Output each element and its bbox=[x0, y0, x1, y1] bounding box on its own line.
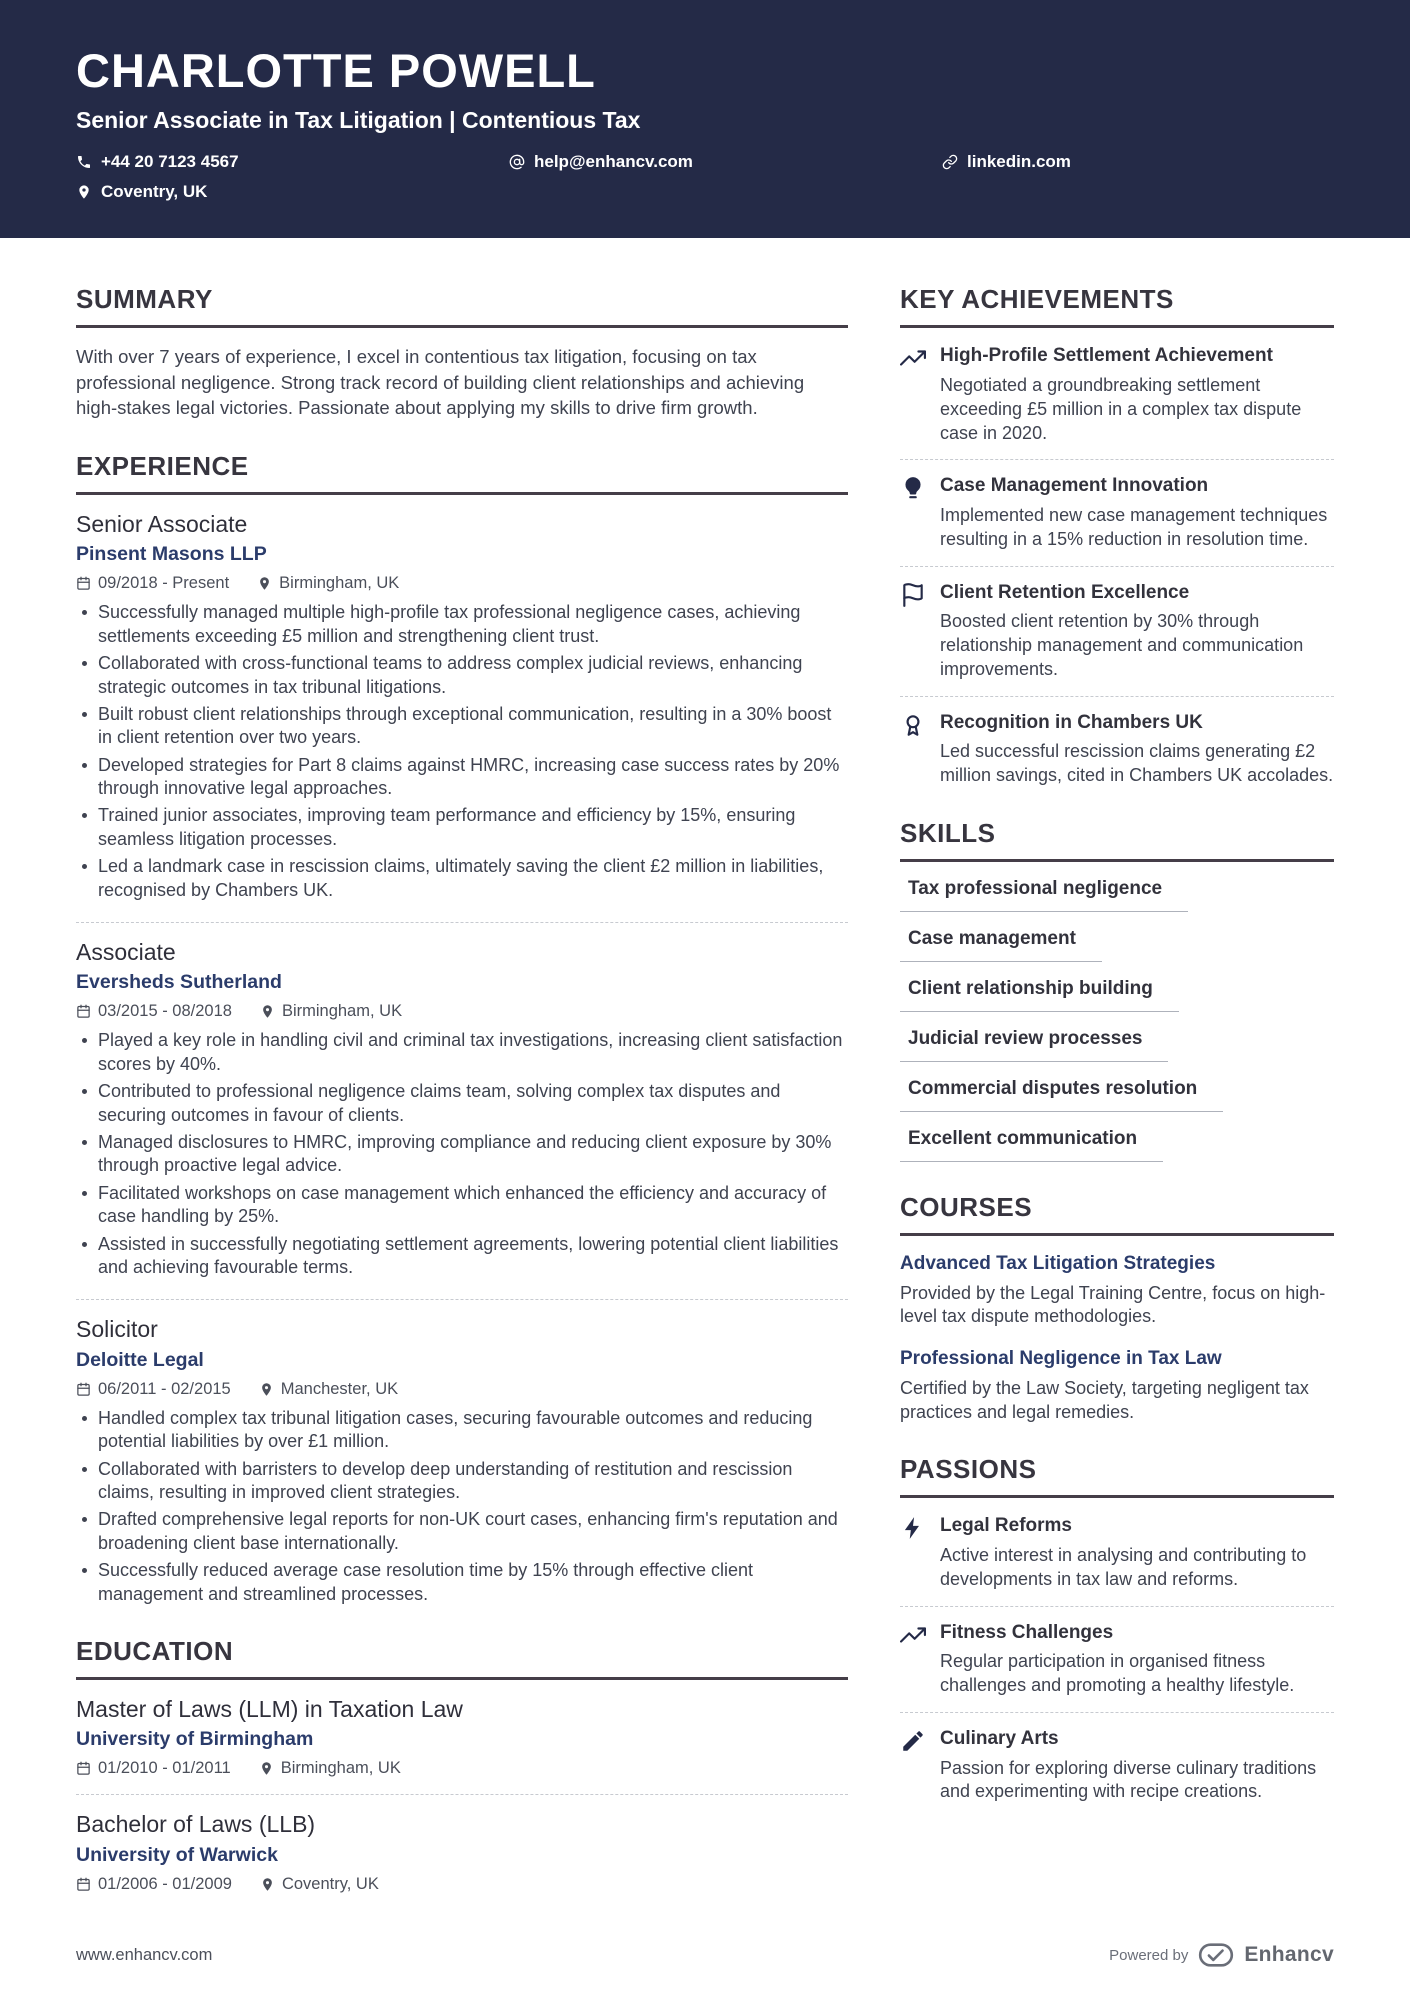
passion-title: Legal Reforms bbox=[940, 1515, 1072, 1537]
achievement-text: Negotiated a groundbreaking settlement exceeding £5 million in a complex tax dispute case in 2020. bbox=[940, 375, 1302, 443]
powered-by bbox=[1109, 1943, 1334, 1967]
course-list bbox=[900, 1252, 1334, 1425]
enhancv-website-link[interactable]: www.enhancv.com bbox=[76, 1945, 213, 1964]
job-meta bbox=[76, 574, 848, 593]
company-name: Deloitte Legal bbox=[76, 1348, 204, 1371]
job-bullet: Facilitated workshops on case management which enhanced the efficiency and accuracy of case handling by 25%. bbox=[76, 1182, 848, 1229]
experience-section bbox=[76, 451, 848, 1606]
achievement-content bbox=[940, 344, 1334, 445]
passion-text: Active interest in analysing and contributing to developments in tax law and reforms. bbox=[940, 1545, 1307, 1589]
location-contact bbox=[76, 182, 509, 202]
skill-item: Tax professional negligence bbox=[900, 878, 1188, 912]
degree-dates bbox=[76, 1759, 231, 1778]
job-bullet: Successfully managed multiple high-profile tax professional negligence cases, achieving settlements exceeding £5 million and strengthening client trust. bbox=[76, 601, 848, 648]
degree-meta bbox=[76, 1759, 848, 1778]
right-column bbox=[900, 284, 1334, 1923]
calendar-icon bbox=[76, 1382, 91, 1397]
school-name: University of Warwick bbox=[76, 1843, 278, 1866]
achievement-list bbox=[900, 344, 1334, 788]
flag-icon bbox=[900, 582, 926, 608]
achievement-title: Case Management Innovation bbox=[940, 475, 1209, 497]
phone-contact[interactable] bbox=[76, 152, 509, 172]
location-icon bbox=[259, 1382, 274, 1397]
passion-title: Culinary Arts bbox=[940, 1727, 1059, 1749]
courses-heading: COURSES bbox=[900, 1192, 1334, 1236]
achievement-title: Recognition in Chambers UK bbox=[940, 711, 1203, 733]
passion-list bbox=[900, 1514, 1334, 1804]
location-text: Coventry, UK bbox=[101, 182, 208, 202]
passion-item bbox=[900, 1727, 1334, 1804]
skill-list bbox=[900, 878, 1334, 1162]
skills-heading: SKILLS bbox=[900, 818, 1334, 862]
degree-title: Bachelor of Laws (LLB) bbox=[76, 1811, 316, 1838]
degree-meta bbox=[76, 1875, 848, 1894]
job-location bbox=[259, 1380, 398, 1399]
trending-up-icon bbox=[900, 345, 926, 371]
location-icon bbox=[259, 1761, 274, 1776]
achievement-text: Led successful rescission claims generating £2 million savings, cited in Chambers UK accolades. bbox=[940, 741, 1334, 786]
company-name: Pinsent Masons LLP bbox=[76, 543, 267, 566]
job-bullet: Handled complex tax tribunal litigation cases, securing favourable outcomes and reducing potential liabilities by over £1 million. bbox=[76, 1407, 848, 1454]
lightning-icon bbox=[900, 1515, 926, 1541]
job-bullet: Developed strategies for Part 8 claims against HMRC, increasing case success rates by 20% through innovative legal approaches. bbox=[76, 754, 848, 801]
education-section bbox=[76, 1636, 848, 1894]
job-dates-text: 06/2011 - 02/2015 bbox=[98, 1379, 231, 1398]
job-dates bbox=[76, 1002, 232, 1021]
job-location bbox=[260, 1002, 402, 1021]
calendar-icon bbox=[76, 1004, 91, 1019]
job-entry bbox=[76, 511, 848, 923]
phone-number: +44 20 7123 4567 bbox=[101, 152, 239, 172]
contact-info bbox=[76, 152, 1334, 202]
passion-content bbox=[940, 1621, 1334, 1698]
job-bullet: Led a landmark case in rescission claims, ultimately saving the client £2 million in liabilities, recognised by Chambers UK. bbox=[76, 855, 848, 902]
job-bullet: Trained junior associates, improving team performance and efficiency by 15%, ensuring seamless litigation processes. bbox=[76, 804, 848, 851]
course-item bbox=[900, 1252, 1334, 1329]
experience-heading: EXPERIENCE bbox=[76, 451, 848, 495]
pencil-icon bbox=[900, 1728, 926, 1754]
candidate-name: CHARLOTTE POWELL bbox=[76, 44, 596, 97]
achievement-item bbox=[900, 474, 1334, 566]
summary-text: With over 7 years of experience, I excel in contentious tax litigation, focusing on tax professional negligence. Strong track record of building client relationships and achieving high-stakes legal victories. Passionate about applying my skills to drive firm growth. bbox=[76, 346, 805, 419]
job-bullets bbox=[76, 1029, 848, 1279]
skill-item: Judicial review processes bbox=[900, 1028, 1168, 1062]
passion-content bbox=[940, 1514, 1334, 1591]
skill-item: Case management bbox=[900, 928, 1102, 962]
achievement-item bbox=[900, 344, 1334, 460]
email-address: help@enhancv.com bbox=[534, 152, 693, 172]
linkedin-contact[interactable] bbox=[942, 152, 1334, 172]
degree-location bbox=[260, 1875, 379, 1894]
job-title: Senior Associate bbox=[76, 510, 248, 537]
job-bullet: Played a key role in handling civil and criminal tax investigations, increasing client satisfaction scores by 40%. bbox=[76, 1029, 848, 1076]
degree-entry bbox=[76, 1696, 848, 1795]
degree-location-text: Birmingham, UK bbox=[280, 1759, 401, 1778]
trending-up-icon bbox=[900, 1622, 926, 1648]
skill-item: Client relationship building bbox=[900, 978, 1179, 1012]
powered-by-text: Powered by bbox=[1109, 1946, 1189, 1964]
location-icon bbox=[260, 1877, 275, 1892]
passions-heading: PASSIONS bbox=[900, 1454, 1334, 1498]
location-icon bbox=[260, 1004, 275, 1019]
achievement-content bbox=[940, 474, 1334, 551]
passion-text: Passion for exploring diverse culinary traditions and experimenting with recipe creations. bbox=[940, 1757, 1317, 1802]
degree-entry bbox=[76, 1811, 848, 1893]
job-bullet: Assisted in successfully negotiating settlement agreements, lowering potential client liabilities and achieving favourable terms. bbox=[76, 1233, 848, 1280]
achievement-content bbox=[940, 711, 1334, 788]
skill-item: Excellent communication bbox=[900, 1128, 1163, 1162]
job-bullet: Built robust client relationships through exceptional communication, resulting in a 30% boost in client retention over two years. bbox=[76, 703, 848, 750]
course-text: Provided by the Legal Training Centre, focus on high-level tax dispute methodologies. bbox=[900, 1282, 1326, 1327]
course-text: Certified by the Law Society, targeting negligent tax practices and legal remedies. bbox=[900, 1377, 1309, 1422]
job-meta bbox=[76, 1002, 848, 1021]
resume-header bbox=[0, 0, 1410, 238]
link-icon bbox=[942, 154, 958, 170]
job-dates bbox=[76, 1380, 231, 1399]
left-column bbox=[76, 284, 848, 1923]
achievements-section bbox=[900, 284, 1334, 788]
email-icon bbox=[509, 154, 525, 170]
degree-location-text: Coventry, UK bbox=[281, 1874, 379, 1893]
candidate-headline: Senior Associate in Tax Litigation | Contentious Tax bbox=[76, 107, 641, 134]
job-bullet: Managed disclosures to HMRC, improving compliance and reducing client exposure by 30% through proactive legal advice. bbox=[76, 1131, 848, 1178]
passion-item bbox=[900, 1514, 1334, 1606]
achievement-content bbox=[940, 581, 1334, 682]
calendar-icon bbox=[76, 576, 91, 591]
phone-icon bbox=[76, 154, 92, 170]
job-list bbox=[76, 511, 848, 1606]
passions-section bbox=[900, 1454, 1334, 1804]
job-entry bbox=[76, 939, 848, 1300]
courses-section bbox=[900, 1192, 1334, 1425]
resume-body bbox=[0, 238, 1410, 1923]
email-contact[interactable] bbox=[509, 152, 942, 172]
job-location bbox=[257, 574, 399, 593]
summary-heading: SUMMARY bbox=[76, 284, 848, 328]
degree-title: Master of Laws (LLM) in Taxation Law bbox=[76, 1695, 463, 1722]
job-title: Solicitor bbox=[76, 1316, 158, 1343]
job-title: Associate bbox=[76, 939, 176, 966]
achievement-text: Implemented new case management techniques resulting in a 15% reduction in resolution time. bbox=[940, 505, 1328, 549]
degree-dates-text: 01/2006 - 01/2009 bbox=[98, 1874, 232, 1893]
job-bullet: Successfully reduced average case resolution time by 15% through effective client management and streamlined processes. bbox=[76, 1559, 848, 1606]
achievement-item bbox=[900, 711, 1334, 788]
job-bullet: Contributed to professional negligence claims team, solving complex tax disputes and securing outcomes in favour of clients. bbox=[76, 1080, 848, 1127]
school-name: University of Birmingham bbox=[76, 1728, 314, 1751]
location-icon bbox=[76, 184, 92, 200]
lightbulb-icon bbox=[900, 475, 926, 501]
location-icon bbox=[257, 576, 272, 591]
achievements-heading: KEY ACHIEVEMENTS bbox=[900, 284, 1334, 328]
achievement-title: Client Retention Excellence bbox=[940, 581, 1190, 603]
passion-title: Fitness Challenges bbox=[940, 1621, 1114, 1643]
job-dates-text: 09/2018 - Present bbox=[98, 574, 230, 593]
passion-item bbox=[900, 1621, 1334, 1713]
degree-list bbox=[76, 1696, 848, 1894]
page-footer bbox=[76, 1943, 1334, 1967]
calendar-icon bbox=[76, 1761, 91, 1776]
course-title: Advanced Tax Litigation Strategies bbox=[900, 1252, 1216, 1274]
course-item bbox=[900, 1347, 1334, 1424]
achievement-text: Boosted client retention by 30% through relationship management and communication improvements. bbox=[940, 611, 1304, 679]
job-bullets bbox=[76, 1407, 848, 1606]
job-location-text: Manchester, UK bbox=[280, 1379, 399, 1398]
passion-content bbox=[940, 1727, 1334, 1804]
achievement-item bbox=[900, 581, 1334, 697]
education-heading: EDUCATION bbox=[76, 1636, 848, 1680]
linkedin-link: linkedin.com bbox=[967, 152, 1071, 172]
company-name: Eversheds Sutherland bbox=[76, 971, 282, 994]
job-entry bbox=[76, 1316, 848, 1606]
passion-text: Regular participation in organised fitness challenges and promoting a healthy lifestyle. bbox=[940, 1651, 1295, 1696]
summary-section bbox=[76, 284, 848, 421]
skills-section bbox=[900, 818, 1334, 1162]
job-meta bbox=[76, 1380, 848, 1399]
job-location-text: Birmingham, UK bbox=[279, 574, 400, 593]
degree-dates-text: 01/2010 - 01/2011 bbox=[98, 1759, 231, 1778]
job-bullet: Collaborated with barristers to develop deep understanding of restitution and rescission claims, resulting in improved client strategies. bbox=[76, 1458, 848, 1505]
calendar-icon bbox=[76, 1877, 91, 1892]
job-dates bbox=[76, 574, 229, 593]
degree-dates bbox=[76, 1875, 232, 1894]
enhancv-brand-name: Enhancv bbox=[1244, 1943, 1334, 1966]
enhancv-logo-icon bbox=[1198, 1943, 1234, 1967]
skill-item: Commercial disputes resolution bbox=[900, 1078, 1223, 1112]
job-location-text: Birmingham, UK bbox=[281, 1002, 403, 1021]
medal-icon bbox=[900, 712, 926, 738]
job-bullet: Collaborated with cross-functional teams to address complex judicial reviews, enhancing strategic outcomes in tax tribunal litigations. bbox=[76, 652, 848, 699]
achievement-title: High-Profile Settlement Achievement bbox=[940, 345, 1273, 367]
degree-location bbox=[259, 1759, 401, 1778]
course-title: Professional Negligence in Tax Law bbox=[900, 1348, 1222, 1370]
job-bullet: Drafted comprehensive legal reports for non-UK court cases, enhancing firm's reputation and broadening client base internationally. bbox=[76, 1508, 848, 1555]
job-bullets bbox=[76, 601, 848, 902]
job-dates-text: 03/2015 - 08/2018 bbox=[98, 1002, 232, 1021]
